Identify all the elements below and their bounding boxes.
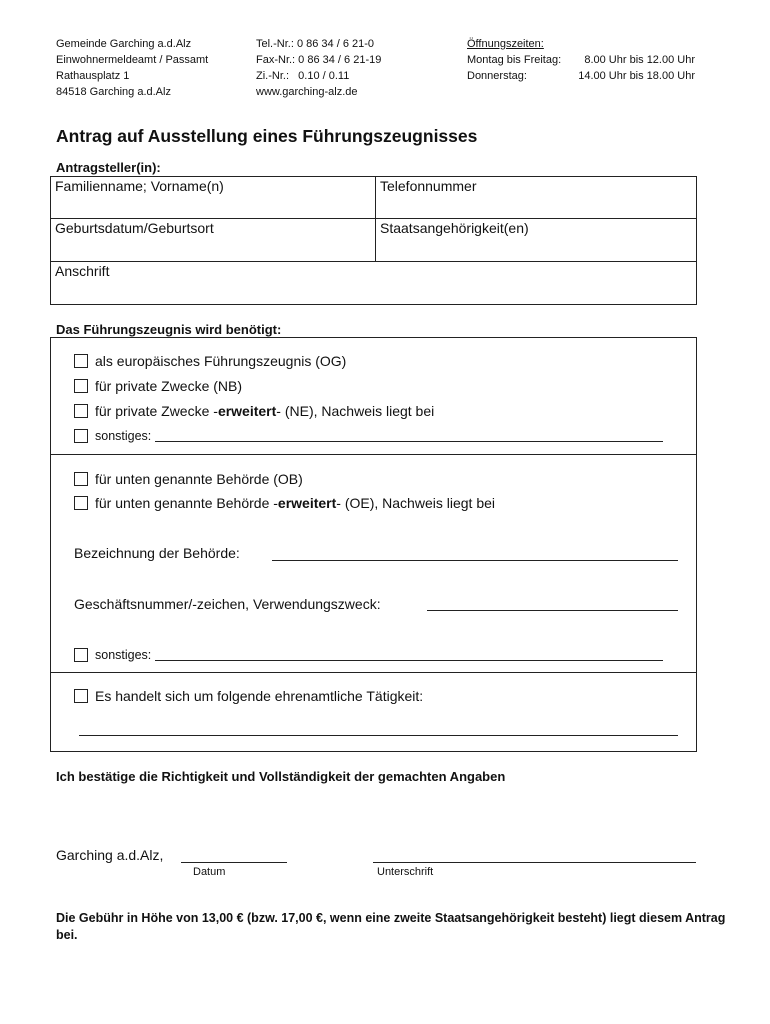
option-og-label: als europäisches Führungszeugnis (OG) <box>95 353 347 369</box>
divider <box>50 261 697 262</box>
option-ne-checkbox[interactable] <box>74 404 88 418</box>
option-og-checkbox[interactable] <box>74 354 88 368</box>
office-name: Gemeinde Garching a.d.Alz <box>56 38 192 50</box>
applicant-table <box>50 176 697 305</box>
fee-note: Die Gebühr in Höhe von 13,00 € (bzw. 17,00 €, wenn eine zweite Staatsangehörigkeit besteht) liegt diesem Antrag bei. <box>56 911 726 942</box>
office-phone: Tel.-Nr.: 0 86 34 / 6 21-0 <box>256 38 375 50</box>
name-field[interactable]: Familienname; Vorname(n) <box>55 178 224 194</box>
reference-line[interactable] <box>427 610 678 611</box>
confirmation-text: Ich bestätige die Richtigkeit und Vollständigkeit der gemachten Angaben <box>56 769 506 784</box>
option-other-private[interactable] <box>74 429 663 443</box>
form-title: Antrag auf Ausstellung eines Führungszeugnisses <box>56 126 478 146</box>
signature-line[interactable] <box>373 862 696 863</box>
option-volunteer-checkbox[interactable] <box>74 689 88 703</box>
signature-label: Unterschrift <box>377 866 434 878</box>
option-ob[interactable] <box>74 471 303 487</box>
option-oe-text: für unten genannte Behörde - <box>95 495 278 511</box>
option-ne[interactable] <box>74 403 434 419</box>
purpose-heading: Das Führungszeugnis wird benötigt: <box>56 322 282 337</box>
option-oe[interactable] <box>74 495 495 511</box>
office-address <box>56 36 208 100</box>
option-ne-bold: erweitert <box>217 403 277 419</box>
option-ne-text: für private Zwecke - <box>95 403 218 419</box>
other-authority-line[interactable] <box>155 650 663 661</box>
option-nb-checkbox[interactable] <box>74 379 88 393</box>
option-oe-label <box>95 495 495 511</box>
hours-days: Montag bis Freitag: <box>467 54 562 66</box>
option-oe-checkbox[interactable] <box>74 496 88 510</box>
applicant-heading: Antragsteller(in): <box>56 160 161 175</box>
opening-hours-row <box>467 52 695 68</box>
date-label: Datum <box>193 866 226 878</box>
hours-days: Donnerstag: <box>467 70 527 82</box>
divider <box>50 454 697 455</box>
volunteer-line[interactable] <box>79 735 678 736</box>
option-ob-checkbox[interactable] <box>74 472 88 486</box>
option-other-authority-checkbox[interactable] <box>74 648 88 662</box>
address-field[interactable]: Anschrift <box>55 263 110 279</box>
hours-time: 14.00 Uhr bis 18.00 Uhr <box>578 70 695 82</box>
option-og[interactable] <box>74 353 346 369</box>
option-other-authority[interactable] <box>74 648 663 662</box>
option-ne-label <box>95 403 434 419</box>
birth-field[interactable]: Geburtsdatum/Geburtsort <box>55 220 214 236</box>
option-oe-text: - (OE), Nachweis liegt bei <box>336 495 495 511</box>
opening-hours-row <box>467 68 695 84</box>
divider <box>375 176 376 262</box>
office-fax: Fax-Nr.: 0 86 34 / 6 21-19 <box>256 54 382 66</box>
option-oe-bold: erweitert <box>277 495 337 511</box>
office-department: Einwohnermeldeamt / Passamt <box>56 54 209 66</box>
hours-time: 8.00 Uhr bis 12.00 Uhr <box>584 54 695 66</box>
option-nb-label: für private Zwecke (NB) <box>95 378 243 394</box>
option-ob-label: für unten genannte Behörde (OB) <box>95 471 303 487</box>
date-line[interactable] <box>181 862 287 863</box>
option-volunteer-label: Es handelt sich um folgende ehrenamtliche Tätigkeit: <box>95 688 424 704</box>
office-street: Rathausplatz 1 <box>56 70 130 82</box>
option-other-authority-label: sonstiges: <box>95 648 152 662</box>
place-label: Garching a.d.Alz, <box>56 847 164 863</box>
office-contact <box>256 36 381 100</box>
nationality-field[interactable]: Staatsangehörigkeit(en) <box>380 220 529 236</box>
option-nb[interactable] <box>74 378 242 394</box>
phone-field[interactable]: Telefonnummer <box>380 178 477 194</box>
office-room: Zi.-Nr.: 0.10 / 0.11 <box>256 70 350 82</box>
opening-hours-title: Öffnungszeiten: <box>467 38 544 50</box>
option-other-private-checkbox[interactable] <box>74 429 88 443</box>
divider <box>50 672 697 673</box>
option-ne-text: - (NE), Nachweis liegt bei <box>276 403 435 419</box>
other-private-line[interactable] <box>155 431 663 442</box>
office-website: www.garching-alz.de <box>256 86 358 98</box>
authority-label: Bezeichnung der Behörde: <box>74 545 240 561</box>
office-city: 84518 Garching a.d.Alz <box>56 86 171 98</box>
option-other-private-label: sonstiges: <box>95 429 152 443</box>
option-volunteer[interactable] <box>74 688 423 704</box>
opening-hours <box>467 36 695 84</box>
reference-label: Geschäftsnummer/-zeichen, Verwendungszweck: <box>74 596 381 612</box>
divider <box>50 218 697 219</box>
authority-line[interactable] <box>272 560 678 561</box>
